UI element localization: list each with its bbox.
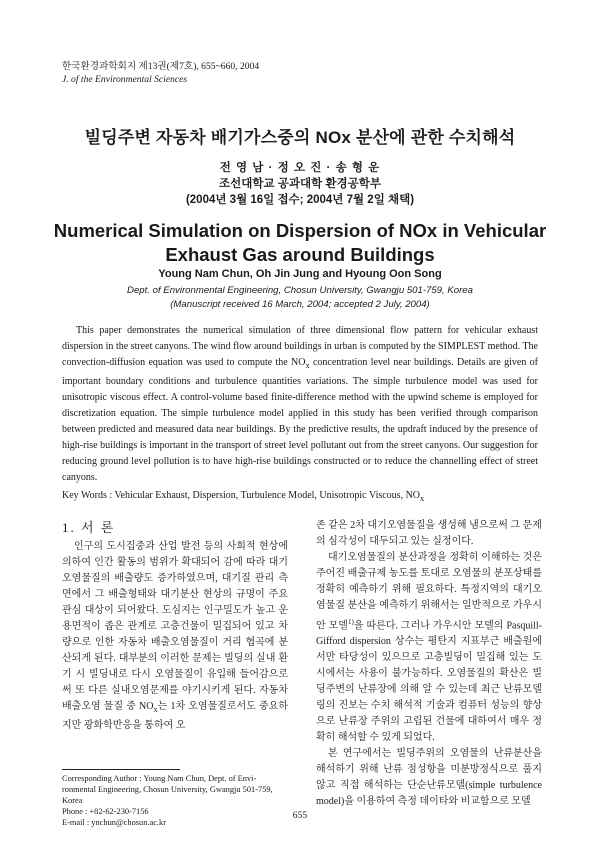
intro-paragraph-2 [316,550,542,746]
english-title-line2: Exhaust Gas around Buildings [165,244,435,265]
abstract-text-1: This paper demonstrates the numerical simulation of three dimensional flow pattern for vehicular exhaust dispersion in the street canyons. The wind flow around buildings in urban is computed by the SIMPLEST method. The convection-diffusion equation was used to compute the NO [62,325,538,368]
footnote-phone: Phone : +82-62-230-7156 [62,807,149,816]
abstract [62,323,538,486]
intro-paragraph-1-subscript: x [153,705,158,714]
footnote-line-2: ronmental Engineering, Chosun University, Gwangju 501-759, [62,785,273,794]
english-title [0,219,600,267]
journal-reference-korean: 한국환경과학회지 제13권(제7호), 655~660, 2004 [62,61,260,72]
page-number: 655 [292,810,308,821]
keywords-subscript: x [420,494,425,503]
intro-paragraph-1 [62,539,288,734]
keywords [62,489,538,506]
english-title-line1: Numerical Simulation on Dispersion of NOx in Vehicular [53,220,547,241]
english-dates: (Manuscript received 16 March, 2004; accepted 2 July, 2004) [170,299,430,310]
korean-dates: (2004년 3월 16일 접수; 2004년 7월 2일 채택) [185,194,415,206]
korean-title: 빌딩주변 자동차 배기가스중의 NOx 분산에 관한 수치해석 [84,128,516,147]
keywords-label: Key Words : [62,490,115,501]
abstract-subscript: x [305,361,310,370]
journal-reference [62,60,259,86]
left-column [62,518,288,734]
citation-superscript: 1) [347,618,354,626]
intro-paragraph-2-text-b: 을 따른다. 그러나 가우시안 모델의 Pasquill-Gifford dispersion 상수는 평탄지 지표부근 배출원에서만 타당성이 있으므로 고층빌딩이 밀집해 있는 도시에서는 사용이 불가능하다. 오염물질의 확산은 빌딩주변의 난류장에 의해 알 수 있는데 최근 난류모델링의 진보는 수치 해석적 기술과 컴퓨터 성능의 향상으로 난류장 주위의 고립된 건물에 대하여서 매우 정확히 해석할 수 있게 되었다. [316,620,543,744]
journal-reference-english: J. of the Environmental Sciences [62,74,188,85]
korean-authors: 전 영 남 · 정 오 진 · 송 형 운 [219,162,381,174]
footnote-divider [62,769,180,770]
abstract-text-2: concentration level near buildings. Details are given of important boundary conditions and turbulence quantities variations. The simple turbulence model was used for unisotropic viscous effect. A control-volume based finite-difference method with the upwind scheme is employed for discretization equation. The simple turbulence model applied in this study has been verified through comparison between predicted and measured data near buildings. By the predictive results, the updraft induced by the presence of high-rise buildings is important in the transport of street level pollutant out from the street canyons. Our suggestion for reducing ground level pollution is to have high-rise buildings constructed or to reduce the channelling effect of street canyons. [62,357,538,483]
intro-paragraph-3: 본 연구에서는 빌딩주위의 오염물의 난류분산을 해석하기 위해 난류 점성항을 미분방정식으로 풀지 않고 직접 해석하는 단순난류모델(simple turbulence model)을 이용하여 측정 데이타와 비교함으로 모델 [316,748,542,808]
intro-paragraph-continued: 존 같은 2차 대기오염물질을 생성해 냄으로써 그 문제의 심각성이 대두되고 있는 실정이다. [316,520,542,547]
right-column [316,518,542,810]
korean-affiliation: 조선대학교 공과대학 환경공학부 [219,178,381,190]
intro-paragraph-1-text: 인구의 도시집중과 산업 발전 등의 사회적 현상에 의하여 인간 활동의 범위가 확대되어 감에 따라 대기오염물질의 배출량도 증가하였으며, 대기질 관리 측면에서 그 배출형태와 대기분산 현상의 규명이 주요 관심 대상이 되어왔다. 도심지는 인구밀도가 높고 운용면적이 좁은 관계로 고층건물이 밀집되어 있고 차량으로 인한 자동차 배출오염물질이 거리 협곡에 분산되게 된다. 대부분의 이러한 문제는 빌딩의 실내 환기 시 빌딩내로 다시 오염물질이 유입해 들어감으로써 또 다른 실내오염문제를 야기시키게 된다. 자동차 배출오염 물질 중 NO [62,541,288,712]
intro-paragraph-2-text-a: 대기오염물질의 분산과정을 정확히 이해하는 것은 주어진 배출규제 농도를 토대로 오염물의 분포상태를 정확히 예측하기 위해 필요하다. 특정지역의 대기오염물질 분산을 예측하기 위해서는 일반적으로 가우시안 모델 [316,552,542,632]
footnote-line-1: Corresponding Author : Young Nam Chun, Dept. of Envi- [62,774,257,783]
footnote-line-3: Korea [62,796,83,805]
keywords-text: Vehicular Exhaust, Dispersion, Turbulence Model, Unisotropic Viscous, NO [114,490,421,501]
english-authors: Young Nam Chun, Oh Jin Jung and Hyoung Oon Song [158,268,442,280]
intro-paragraph-1-tail: 는 1차 오염물질로서도 중요하지만 광화학반응을 통하여 오 [62,701,288,731]
footnote-email: E-mail : ynchun@chosun.ac.kr [62,818,166,827]
section-heading-introduction: 1. 서 론 [62,520,116,535]
english-affiliation: Dept. of Environmental Engineering, Chosun University, Gwangju 501-759, Korea [127,285,473,296]
